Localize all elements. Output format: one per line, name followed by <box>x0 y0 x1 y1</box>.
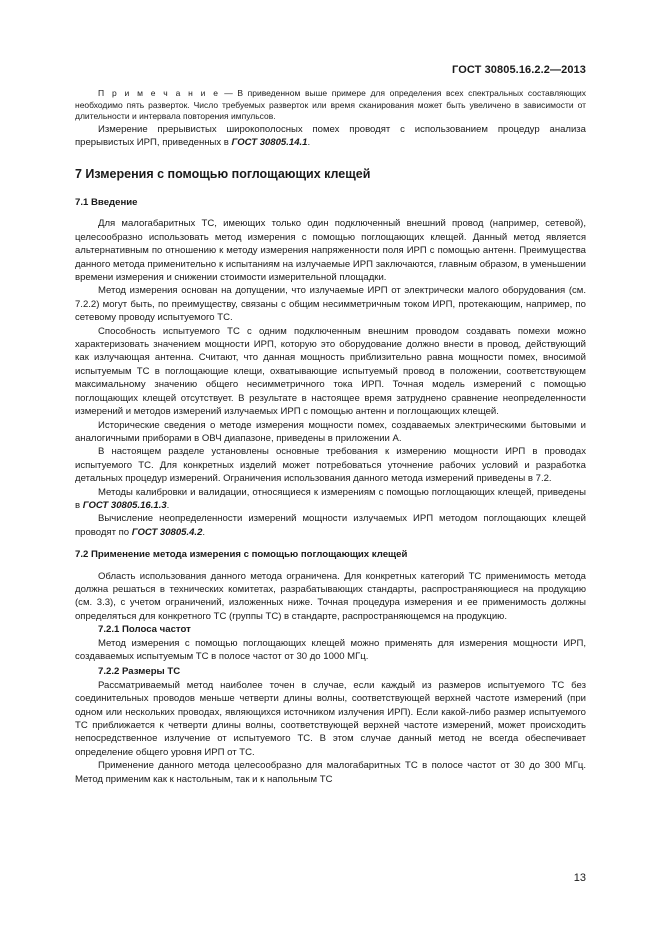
document-code-header: ГОСТ 30805.16.2.2—2013 <box>452 64 586 76</box>
section-heading-7: 7 Измерения с помощью поглощающих клещей <box>75 166 371 181</box>
paragraph-7-2-2-2: Применение данного метода целесообразно для малогабаритных ТС в полосе частот от 30 до 300 МГц. Метод применим как к настольным, так и к напольным ТС <box>75 760 586 785</box>
paragraph-7-1-3: Способность испытуемого ТС с одним подключенным внешним проводом создавать помехи можно характеризовать значением мощности ИРП, которую это оборудование должно внести в провод, действующий как излучающая антенна. Считают, что данная мощность приблизительно равна мощности помех, вносимой испытуемым ТС в поглощающие клещи, охватывающие испытуемый провод в положении, соответствующем максимальному значению общего несимметричного тока ИРП. Точная модель измерений с помощью поглощающих клещей отсутствует. В результате в настоящее время затруднено сравнение неопределенности измерений и методов измерений излучаемых ИРП с помощью антенн и поглощающих клещей. <box>75 325 586 418</box>
standard-reference: ГОСТ 30805.16.1.3 <box>82 499 167 511</box>
page-content <box>75 88 586 786</box>
standard-reference: ГОСТ 30805.14.1 <box>231 137 308 149</box>
paragraph-7-2-1: Область использования данного метода ограничена. Для конкретных категорий ТС применимость метода должна решаться в технических комитетах, разрабатывающих стандарты, распространяющиеся на продукцию (см. 3.3), с учетом ограничений, изложенных ниже. Точная процедура измерения и ее применимость должны определяться для конкретного ТС (группы ТС) в стандарте, распространяющемся на продукцию. <box>75 570 586 622</box>
subsection-heading-7-2: 7.2 Применение метода измерения с помощью поглощающих клещей <box>75 549 408 561</box>
paragraph-7-1-4: Исторические сведения о методе измерения мощности помех, создаваемых электрическими бытовыми и аналогичными приборами в ОВЧ диапазоне, приведены в приложении А. <box>75 419 586 444</box>
subsection-heading-7-1: 7.1 Введение <box>75 197 138 208</box>
paragraph-7-1-6: Методы калибровки и валидации, относящиеся к измерениям с помощью поглощающих клещей, приведены в ГОСТ 30805.16.1.3. <box>75 486 586 511</box>
note-paragraph <box>75 88 586 123</box>
paragraph-7-1-2: Метод измерения основан на допущении, что излучаемые ИРП от электрически малого оборудования (см. 7.2.2) могут быть, по преимуществу, связаны с общим несимметричным током ИРП, протекающим, например, по сетевому проводу испытуемого ТС. <box>75 285 586 324</box>
note-label: П р и м е ч а н и е <box>98 88 220 98</box>
paragraph-7-1-5: В настоящем разделе установлены основные требования к измерению мощности ИРП в проводах испытуемого ТС. Для конкретных изделий может потребоваться уточнение рабочих условий и разработка детальных процедур измерений. Ограничения использования данного метода измерений приведены в 7.2. <box>75 446 586 485</box>
subsection-heading-7-2-2: 7.2.2 Размеры ТС <box>98 666 181 678</box>
page-number: 13 <box>573 872 586 884</box>
paragraph-7-1-1: Для малогабаритных ТС, имеющих только один подключенный внешний провод (например, сетевой), целесообразно использовать метод измерения с помощью поглощающих клещей. Данный метод является альтернативным по отношению к методу измерения напряженности поля ИРП с помощью антенн. Преимущества данного метода применительно к испытаниям на излучаемые ИРП заключаются, главным образом, в уменьшении времени измерения и снижении стоимости измерительной площадки. <box>75 218 586 284</box>
paragraph-7-1-7: Вычисление неопределенности измерений мощности излучаемых ИРП методом поглощающих клещей проводят по ГОСТ 30805.4.2. <box>75 513 586 538</box>
paragraph-7-2-2-1: Рассматриваемый метод наиболее точен в случае, если каждый из размеров испытуемого ТС без соединительных проводов меньше четверти длины волны, соответствующей верхней частоте измерений (при одном или нескольких проводах, являющихся источником излучения ИРП). Если какой-либо размер испытуемого ТС приближается к четверти длины волны, соответствующей верхней частоте измерений, может происходить непосредственное излучение от испытуемого ТС. В этом случае данный метод не всегда обеспечивает определение общего уровня ИРП от ТС. <box>75 679 586 758</box>
paragraph-7-2-1-1: Метод измерения с помощью поглощающих клещей можно применять для измерения мощности ИРП, создаваемых испытуемым ТС в полосе частот от 30 до 1000 МГц. <box>75 637 586 662</box>
standard-reference: ГОСТ 30805.4.2 <box>131 526 203 538</box>
intro-paragraph: Измерение прерывистых широкополосных помех проводят с использованием процедур анализа прерывистых ИРП, приведенных в ГОСТ 30805.14.1. <box>75 123 586 149</box>
subsection-heading-7-2-1: 7.2.1 Полоса частот <box>98 624 191 636</box>
note-text: — В приведенном выше примере для определения всех спектральных составляющих необходимо пять разверток. Число требуемых разверток или время сканирования может быть увеличено в зависимости от длительности и интервала повторения импульсов. <box>75 88 586 122</box>
